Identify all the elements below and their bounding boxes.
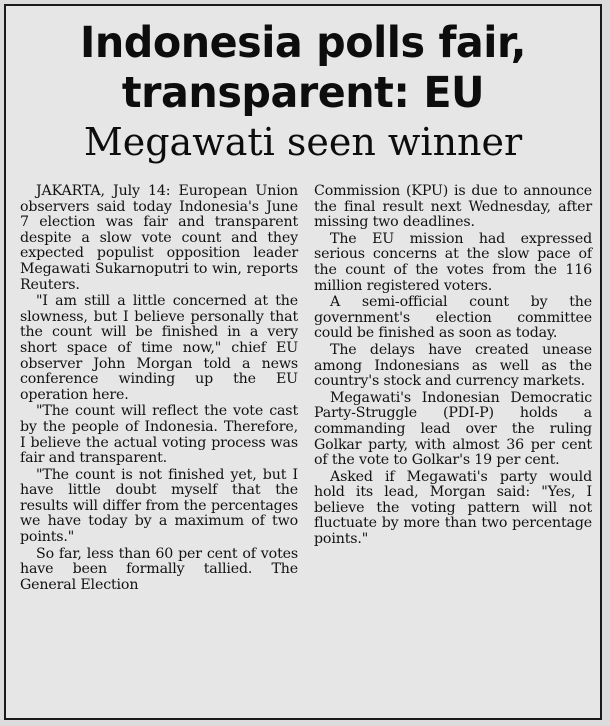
- newspaper-clipping: [4, 4, 602, 720]
- paragraph: The delays have created unease among Indonesians as well as the country's stock and currency markets.: [314, 341, 592, 390]
- column-2: [314, 184, 592, 714]
- subheadline: Megawati seen winner: [83, 120, 523, 164]
- paragraph: "The count will reflect the vote cast by the people of Indonesia. Therefore, I believe the actual voting process was fair and transparent.: [20, 403, 298, 467]
- headline-line-1: Indonesia polls fair,: [79, 18, 527, 68]
- paragraph: So far, less than 60 per cent of votes have been formally tallied. The General Election: [20, 545, 298, 593]
- paragraph: "I am still a little concerned at the slowness, but I believe personally that the count will be finished in a very short space of time now," chief EU observer John Morgan told a news conference winding up the EU operation here.: [20, 293, 298, 403]
- headline: [24, 18, 583, 118]
- paragraph: Asked if Megawati's party would hold its lead, Morgan said: "Yes, I believe the voting pattern will not fluctuate by more than two percentage points.": [314, 468, 592, 548]
- paragraph: [20, 184, 298, 293]
- article-body: [20, 184, 592, 714]
- paragraph-text: European Union observers said today Indonesia's June 7 election was fair and transparent despite a slow vote count and they expected populist opposition leader Megawati Sukarnoputri to win, reports Reuters.: [20, 183, 298, 293]
- paragraph: Megawati's Indonesian Democratic Party-Struggle (PDI-P) holds a commanding lead over the ruling Golkar party, with almost 36 per cent of the vote to Golkar's 19 per cent.: [314, 389, 592, 469]
- paragraph: A semi-official count by the government's election committee could be finished as soon as today.: [314, 294, 592, 342]
- headline-line-2: transparent: EU: [121, 68, 485, 118]
- column-1: [20, 184, 298, 714]
- paragraph: The EU mission had expressed serious concerns at the slow pace of the count of the votes from the 116 million registered voters.: [314, 230, 592, 294]
- paragraph-continuation: Commission (KPU) is due to announce the final result next Wednesday, after missing two deadlines.: [314, 183, 592, 231]
- paragraph: "The count is not finished yet, but I have little doubt myself that the results will differ from the percentages we have today by a maximum of two points.": [20, 466, 298, 546]
- dateline: JAKARTA, July 14:: [36, 183, 171, 199]
